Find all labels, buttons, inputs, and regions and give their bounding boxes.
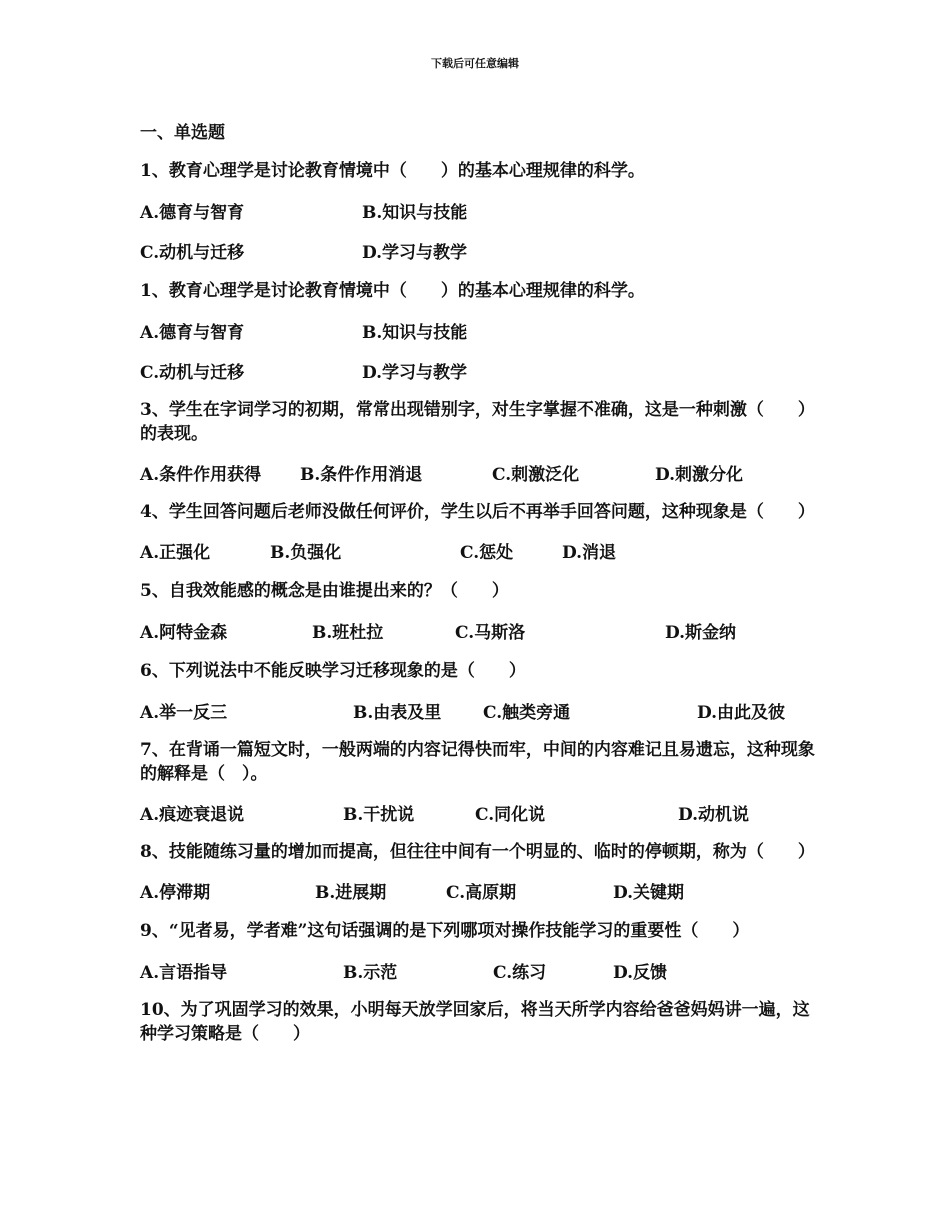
question-8: 8、技能随练习量的增加而提高，但往往中间有一个明显的、临时的停顿期，称为（ ） bbox=[140, 842, 815, 862]
option-d: D.关键期 bbox=[613, 883, 685, 903]
question-10: 10、为了巩固学习的效果，小明每天放学回家后，将当天所学内容给爸爸妈妈讲一遍，这种学习策略是（ ） bbox=[140, 1000, 810, 1044]
options-row bbox=[140, 878, 820, 904]
option-c: C.同化说 bbox=[475, 805, 546, 825]
question-9: 9、“见者易，学者难”这句话强调的是下列哪项对操作技能学习的重要性（ ） bbox=[140, 921, 750, 941]
option-b: B.班杜拉 bbox=[312, 623, 384, 643]
options-row bbox=[140, 698, 820, 724]
option-a: A.举一反三 bbox=[140, 703, 228, 723]
option-d: D.由此及彼 bbox=[697, 703, 786, 723]
option-a: A.言语指导 bbox=[140, 963, 228, 983]
option-b: B.干扰说 bbox=[343, 805, 415, 825]
option-c: C.触类旁通 bbox=[483, 703, 571, 723]
option-a: A.阿特金森 bbox=[140, 623, 228, 643]
option-c: C.动机与迁移 bbox=[140, 243, 245, 263]
option-c: C.马斯洛 bbox=[455, 623, 526, 643]
options-row bbox=[140, 238, 820, 264]
options-row bbox=[140, 800, 820, 826]
option-b: B.由表及里 bbox=[353, 703, 442, 723]
option-c: C.惩处 bbox=[460, 543, 514, 563]
question-1: 1、教育心理学是讨论教育情境中（ ）的基本心理规律的科学。 bbox=[140, 161, 645, 181]
option-a: A.停滞期 bbox=[140, 883, 211, 903]
option-a: A.德育与智育 bbox=[140, 323, 245, 343]
option-c: C.练习 bbox=[493, 963, 547, 983]
option-a: A.痕迹衰退说 bbox=[140, 805, 245, 825]
options-row bbox=[140, 958, 820, 984]
exam-content bbox=[140, 118, 820, 1060]
option-b: B.知识与技能 bbox=[362, 203, 468, 223]
options-row bbox=[140, 538, 820, 564]
question-5: 5、自我效能感的概念是由谁提出来的？（ ） bbox=[140, 581, 509, 601]
option-c: C.高原期 bbox=[446, 883, 517, 903]
option-d: D.学习与教学 bbox=[362, 363, 468, 383]
option-b: B.知识与技能 bbox=[362, 323, 468, 343]
option-a: A.德育与智育 bbox=[140, 203, 245, 223]
page-header: 下载后可任意编辑 bbox=[431, 57, 519, 70]
option-d: D.学习与教学 bbox=[362, 243, 468, 263]
option-b: B.负强化 bbox=[270, 543, 342, 563]
option-d: D.反馈 bbox=[613, 963, 668, 983]
option-d: D.动机说 bbox=[678, 805, 750, 825]
options-row bbox=[140, 318, 820, 344]
section-title: 一、单选题 bbox=[140, 123, 225, 143]
question-7: 7、在背诵一篇短文时，一般两端的内容记得快而牢，中间的内容难记且易遗忘，这种现象的解释是（ ）。 bbox=[140, 740, 815, 784]
options-row bbox=[140, 618, 820, 644]
options-row bbox=[140, 460, 820, 486]
question-3: 3、学生在字词学习的初期，常常出现错别字，对生字掌握不准确，这是一种刺激（ ）的表现。 bbox=[140, 400, 815, 444]
option-b: B.条件作用消退 bbox=[300, 465, 423, 485]
options-row bbox=[140, 198, 820, 224]
option-d: D.消退 bbox=[562, 543, 617, 563]
options-row bbox=[140, 358, 820, 384]
option-c: C.刺激泛化 bbox=[492, 465, 580, 485]
option-a: A.正强化 bbox=[140, 543, 211, 563]
question-4: 4、学生回答问题后老师没做任何评价，学生以后不再举手回答问题，这种现象是（ ） bbox=[140, 502, 815, 522]
option-c: C.动机与迁移 bbox=[140, 363, 245, 383]
option-b: B.进展期 bbox=[315, 883, 387, 903]
option-b: B.示范 bbox=[343, 963, 398, 983]
option-a: A.条件作用获得 bbox=[140, 465, 262, 485]
question-6: 6、下列说法中不能反映学习迁移现象的是（ ） bbox=[140, 661, 526, 681]
option-d: D.刺激分化 bbox=[655, 465, 744, 485]
option-d: D.斯金纳 bbox=[665, 623, 737, 643]
question-1-repeat: 1、教育心理学是讨论教育情境中（ ）的基本心理规律的科学。 bbox=[140, 281, 645, 301]
